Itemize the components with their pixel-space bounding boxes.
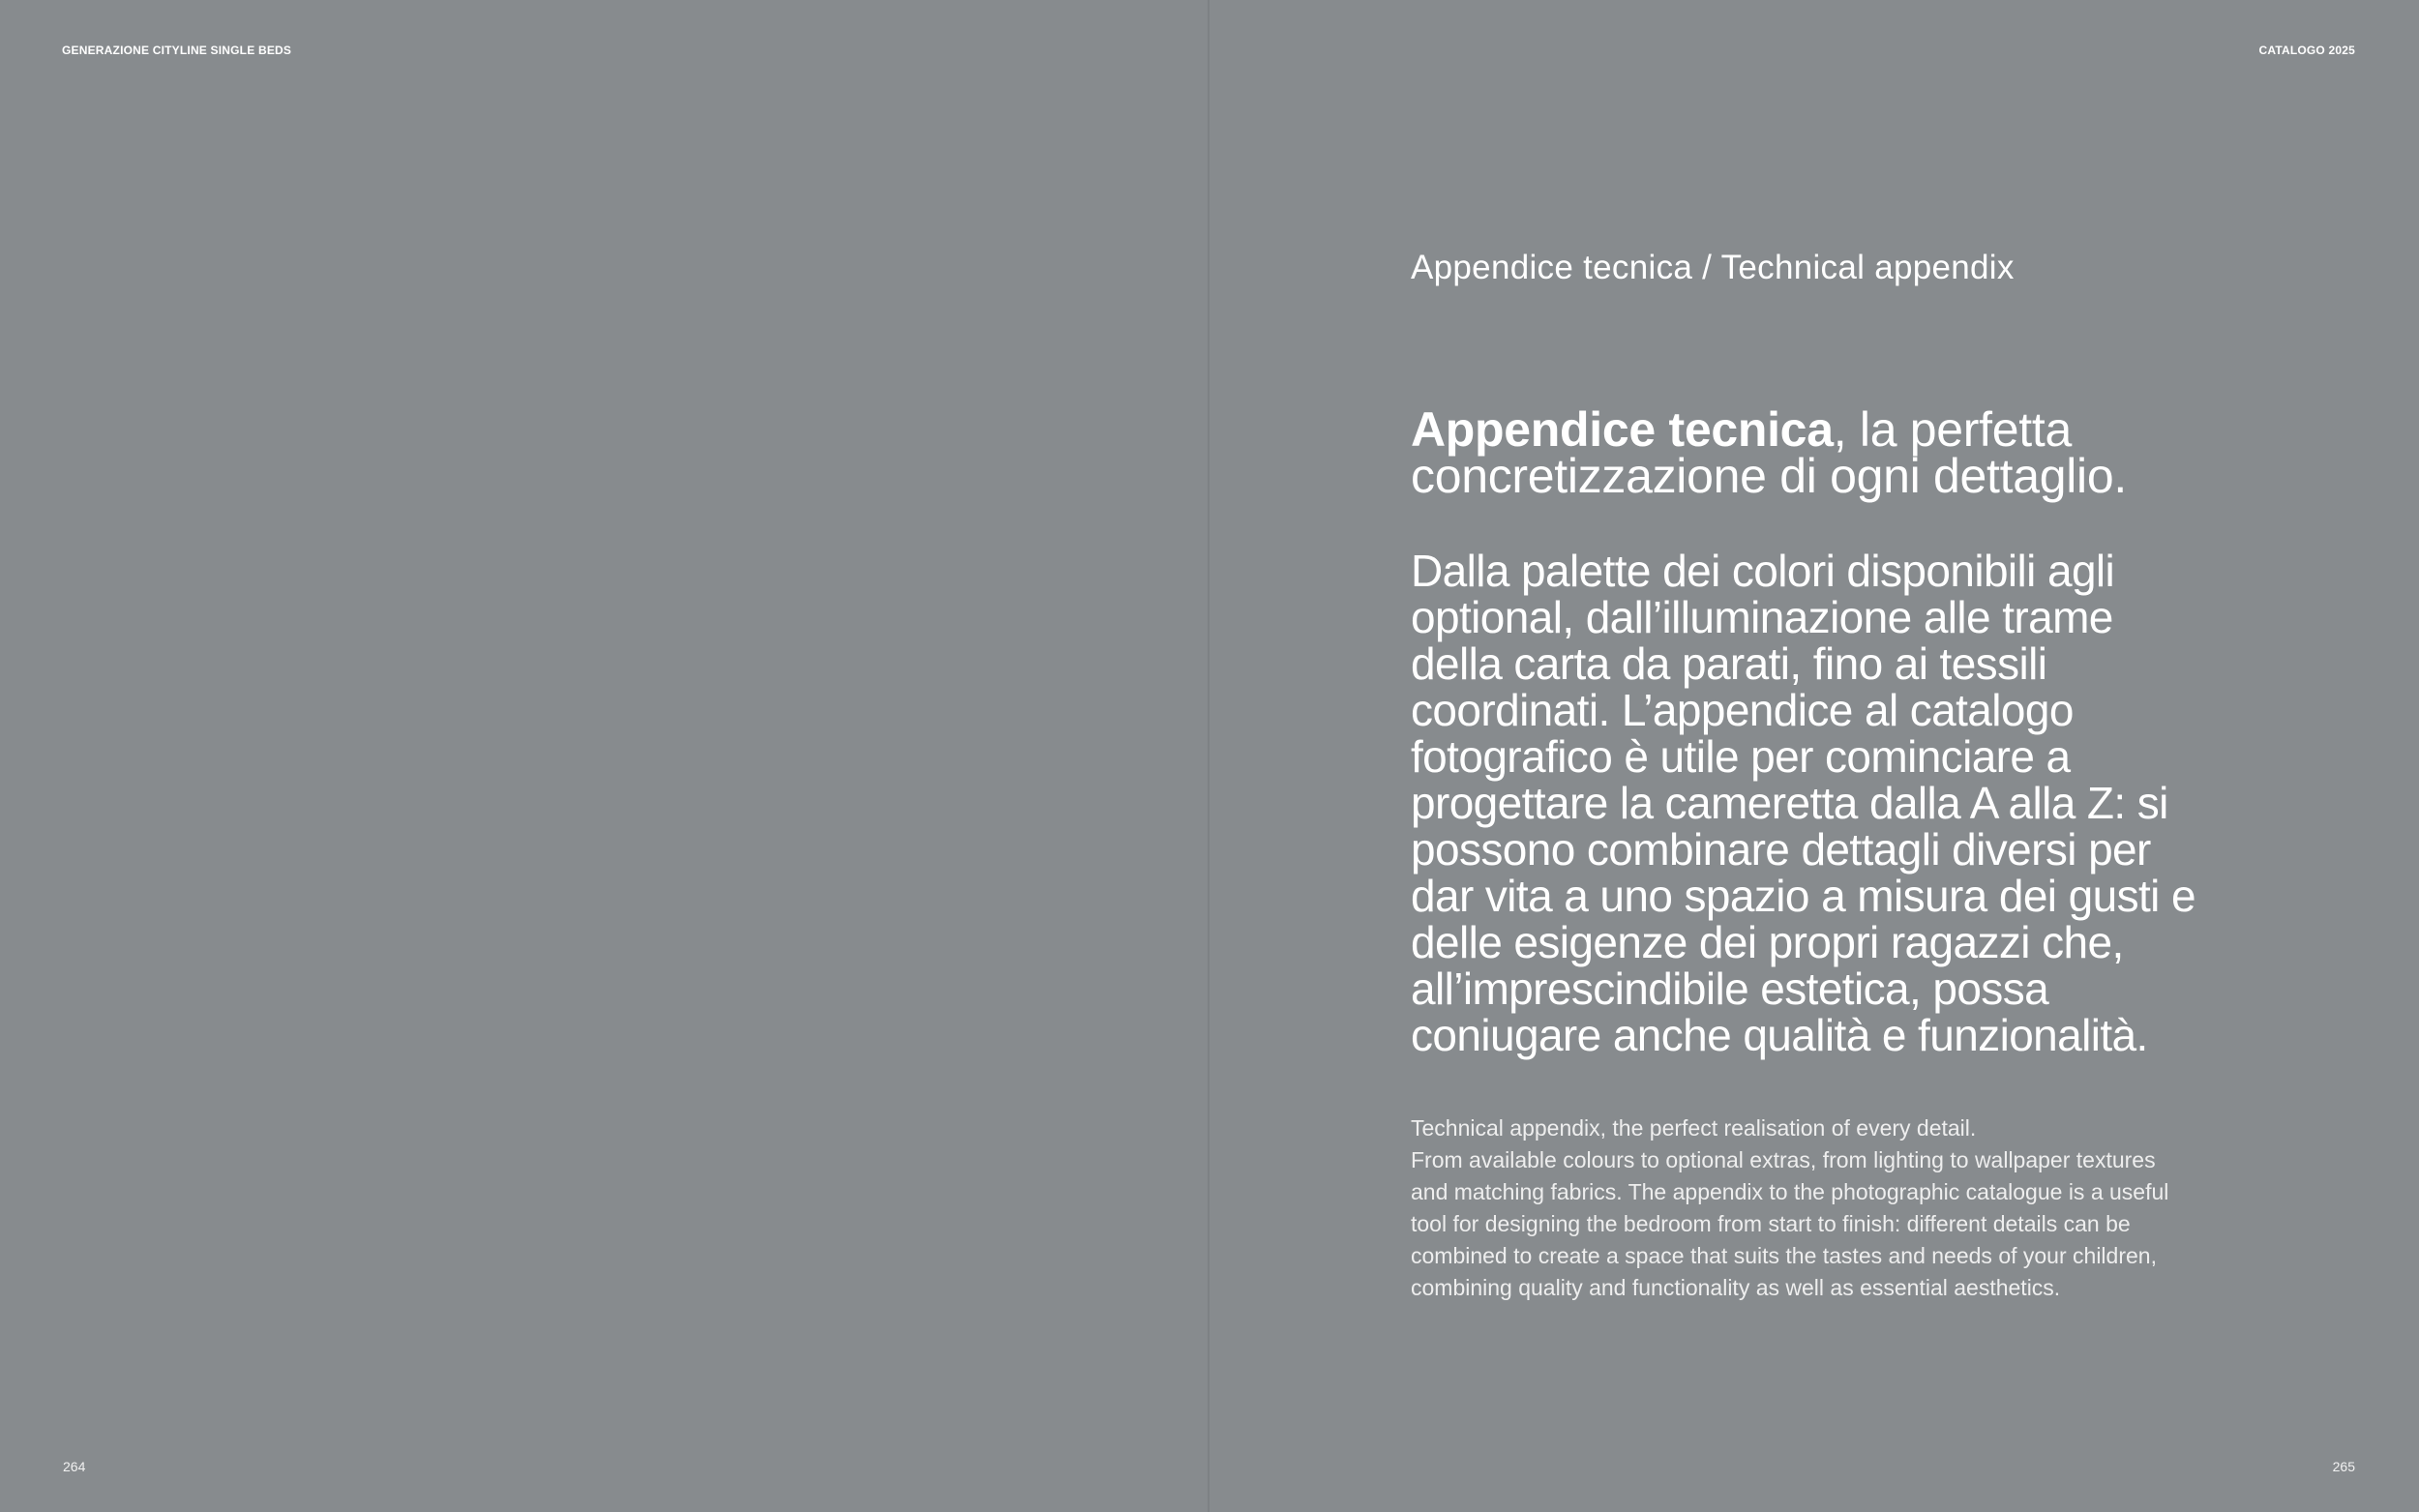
right-page — [1210, 0, 2419, 1512]
section-title: Appendice tecnica / Technical appendix — [1411, 249, 2015, 286]
english-body-paragraph: From available colours to optional extras, from lighting to wallpaper textures and matching fabrics. The appendix to the photographic catalogue is a useful tool for designing the bedroom from start to finish: different details can be combined to create a space that suits the tastes and needs of your children, combining quality and functionality as well as essential aesthetics. — [1411, 1147, 2169, 1300]
left-page-number: 264 — [63, 1459, 86, 1474]
right-running-head: CATALOGO 2025 — [2258, 44, 2355, 57]
left-running-head: GENERAZIONE CITYLINE SINGLE BEDS — [62, 44, 292, 57]
italian-body-text: Dalla palette dei colori disponibili agli optional, dall’illuminazione alle trame della carta da parati, fino ai tessili coordinati. L’appendice al catalogo fotografico è utile per cominciare a progettare la cameretta dalla A alla Z: si possono combinare dettagli diversi per dar vita a uno spazio a misura dei gusti e delle esigenze dei propri ragazzi che, all’imprescindibile estetica, possa coniugare anche qualità e funzionalità. — [1411, 546, 2195, 1060]
lead-bold-text: Appendice tecnica — [1411, 402, 1834, 457]
lead-paragraph — [1411, 402, 2214, 503]
english-body-title: Technical appendix, the perfect realisation of every detail. — [1411, 1115, 1977, 1141]
lead-text: , la perfetta concretizzazione di ogni dettaglio. — [1411, 402, 2127, 503]
right-page-number: 265 — [2332, 1459, 2355, 1474]
english-body-text — [1411, 1112, 2185, 1304]
left-page — [0, 0, 1209, 1512]
